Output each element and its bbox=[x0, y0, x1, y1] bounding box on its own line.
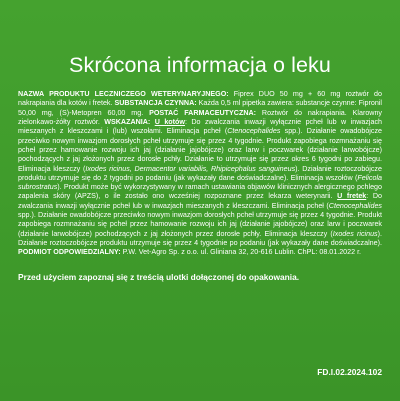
leaflet-notice: Przed użyciem zapoznaj się z treścią ulotki dołączonej do opakowania. bbox=[18, 271, 300, 282]
page-title: Skrócona informacja o leku bbox=[69, 53, 331, 77]
ferrets-text-3: ). Działanie roztoczobójcze produktu utrzymuje się przez 4 tygodnie po podaniu (jak wykazały dane doświadczalne). bbox=[18, 229, 383, 247]
responsible-entity-text: P.W. Vet-Agro Sp. z o.o. ul. Gliniana 32, 20-616 Lublin. ChPL: 08.01.2022 r. bbox=[120, 248, 362, 257]
indications-label: WSKAZANIA: bbox=[104, 117, 151, 126]
ixodes-term-ferrets: Ixodes ricinus bbox=[332, 229, 378, 238]
ctenocephalides-term-ferrets: Ctenocephalides bbox=[328, 201, 382, 210]
ticks-species-term: Ixodes ricinus, Dermacentor variabilis, Rhipicephalus sanguineus bbox=[85, 164, 296, 173]
ferrets-text-2: spp.). Działanie owadobójcze przeciwko nowym inwazjom dorosłych pcheł utrzymuje się przez 4 tygodnie. Produkt zapobiega rozmnażaniu się pcheł przez hamowanie rozwoju ich jaj (działanie jajobójcze) oraz larw i poczwarek (działanie larwobójcze) pochodzących z jaj złożonych przez dorosłe pchły. Eliminacja kleszczy ( bbox=[18, 211, 382, 238]
product-name-label: NAZWA PRODUKTU LECZNICZEGO WETERYNARYJNEGO: bbox=[18, 90, 229, 98]
ferrets-label: U fretek bbox=[337, 192, 367, 201]
leaflet-body bbox=[18, 90, 382, 258]
cats-text-3: ). Działanie roztoczobójcze produktu utrzymuje się do 2 tygodni po podaniu (jak wykazały dane doświadczalne). Eliminacja wszołów ( bbox=[18, 164, 382, 182]
responsible-entity-label: PODMIOT ODPOWIEDZIALNY: bbox=[18, 248, 121, 257]
ctenocephalides-term: Ctenocephalides bbox=[227, 127, 281, 136]
cats-text-2: spp.). Działanie owadobójcze przeciwko nowym inwazjom dorosłych pcheł utrzymuje się przez 4 tygodnie. Produkt zapobiega rozmnażaniu się pcheł przez hamowanie rozwoju ich jaj (działanie jajobójcze) oraz larw i poczwarek (działanie larwobójcze) pochodzących z jaj złożonych przez dorosłe pchły. Działanie to utrzymuje się przez okres 6 tygodni po zabiegu. Eliminacja kleszczy ( bbox=[18, 127, 382, 173]
cats-text-4: ). Produkt może być wykorzystywany w ramach ustawiania objawów klinicznych alergicznego pchlego zapalenia skóry (APZS), o ile zostało ono wcześniej rozpoznane przez lekarza weterynarii. bbox=[18, 183, 382, 201]
pharmaceutical-form-text: Roztwór do nakrapiania. Klarowny zielonkawo-żółty roztwór. bbox=[18, 108, 382, 126]
cats-label: U kotów bbox=[154, 117, 185, 126]
ferrets-text-1: : Do zwalczania inwazji wyłącznie pcheł lub w inwazjach mieszanych z kleszczami. Eliminacja pcheł ( bbox=[18, 192, 382, 210]
product-name-text: Fiprex DUO 50 mg + 60 mg roztwór do nakrapiania dla kotów i fretek. bbox=[18, 90, 382, 108]
pharmaceutical-form-label: POSTAĆ FARMACEUTYCZNA: bbox=[149, 108, 257, 117]
active-substance-text: Każda 0,5 ml pipetka zawiera: substancje czynne: Fipronil 50,00 mg, (S)-Metopren 60,00 mg. bbox=[18, 99, 382, 117]
felicola-term: Felicola subrostratus bbox=[18, 173, 382, 192]
document-code: FD.I.02.2024.102 bbox=[317, 367, 382, 377]
active-substance-label: SUBSTANCJA CZYNNA: bbox=[114, 99, 197, 108]
cats-text-1: : Do zwalczania inwazji wyłącznie pcheł lub w inwazjach mieszanych z kleszczami i (lub) wszołami. Eliminacja pcheł ( bbox=[18, 117, 383, 136]
